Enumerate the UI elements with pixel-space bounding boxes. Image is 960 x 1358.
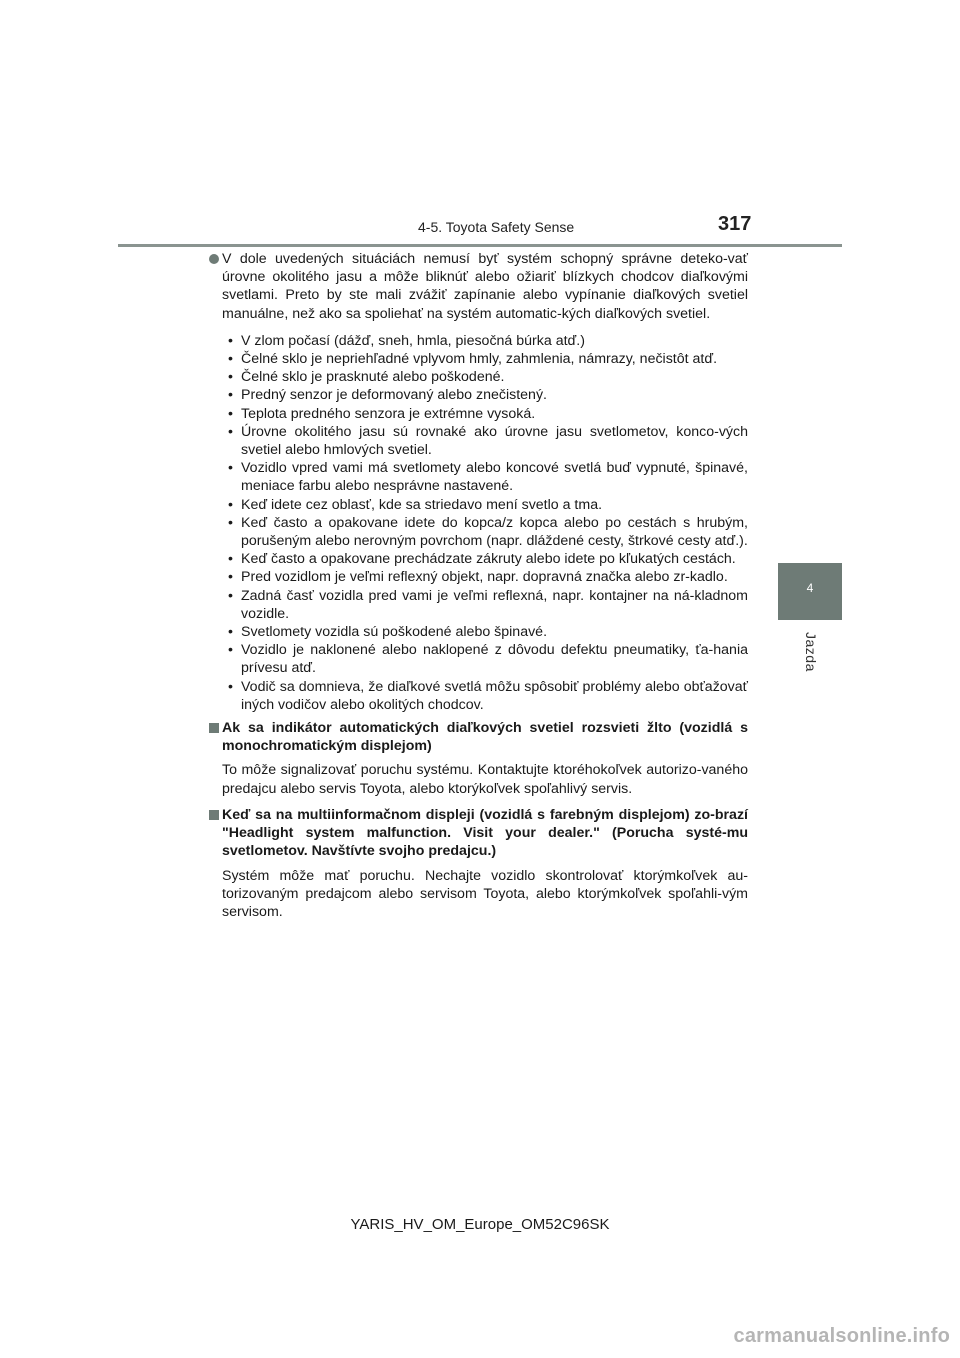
list-item-text: Predný senzor je deformovaný alebo znečistený.: [241, 387, 547, 404]
list-item-text: Úrovne okolitého jasu sú rovnaké ako úrovne jasu svetlometov, konco-vých svetiel alebo hmlových svetiel.: [241, 423, 748, 459]
page-number: 317: [718, 213, 752, 235]
chapter-number: 4: [806, 581, 814, 595]
bullet-icon: •: [228, 569, 233, 586]
circle-bullet-icon: [209, 254, 219, 264]
list-item: [222, 550, 748, 568]
section-indicator-yellow: [222, 719, 748, 798]
list-item: [222, 514, 748, 550]
square-bullet-icon: [209, 810, 219, 820]
list-item: [222, 368, 748, 386]
list-item: [222, 405, 748, 423]
bullet-icon: •: [228, 678, 233, 695]
bullet-icon: •: [228, 496, 233, 513]
list-item-text: Zadná časť vozidla pred vami je veľmi reflexná, napr. kontajner na ná-kladnom vozidle.: [241, 587, 748, 622]
intro-text: V dole uvedených situáciách nemusí byť systém schopný správne deteko-vať úrovne okolitého jasu a môže bliknúť alebo ožiariť blízkych chodcov diaľkovými svetlami. Preto by ste mali zvážiť zapínanie alebo vypínanie diaľkových svetiel manuálne, než ako sa spoliehať na systém automatic-kých diaľkových svetiel.: [222, 251, 748, 322]
list-item: [222, 386, 748, 404]
bullet-icon: •: [228, 387, 233, 404]
square-bullet-icon: [209, 723, 219, 733]
bullet-icon: •: [228, 460, 233, 477]
list-item-text: Keď často a opakovane idete do kopca/z kopca alebo po cestách s hrubým, porušeným alebo nerovným povrchom (napr. dláždené cesty, štrkové cesty atď.).: [241, 514, 748, 550]
bullet-icon: •: [228, 369, 233, 386]
section-heading: Ak sa indikátor automatických diaľkových svetiel rozsvieti žlto (vozidlá s monochromatickým displejom): [222, 720, 748, 755]
watermark-logo: carmanualsonline.info: [733, 1325, 950, 1347]
section-title: 4-5. Toyota Safety Sense: [418, 219, 575, 235]
bullet-icon: •: [228, 624, 233, 641]
bullet-icon: •: [228, 423, 233, 440]
list-item-text: Vodič sa domnieva, že diaľkové svetlá môžu spôsobiť problémy alebo obťažovať iných vodičov alebo okolitých chodcov.: [241, 678, 748, 713]
section-body: To môže signalizovať poruchu systému. Kontaktujte ktoréhokoľvek autorizo-vaného predajcu alebo servis Toyota, alebo ktorýkoľvek spoľahlivý servis.: [222, 762, 748, 797]
list-item: [222, 332, 748, 350]
document-code: YARIS_HV_OM_Europe_OM52C96SK: [350, 1216, 610, 1233]
list-item: [222, 496, 748, 514]
list-item: [222, 678, 748, 714]
chapter-tab[interactable]: [778, 563, 842, 620]
bullet-icon: •: [228, 405, 233, 422]
list-item-text: Čelné sklo je prasknuté alebo poškodené.: [241, 369, 505, 386]
list-item: [222, 623, 748, 641]
list-item-text: Pred vozidlom je veľmi reflexný objekt, napr. dopravná značka alebo zr-kadlo.: [241, 569, 728, 586]
section-display-message: [222, 806, 748, 921]
page-content: [222, 250, 748, 921]
bullet-icon: •: [228, 551, 233, 568]
list-item: [222, 423, 748, 459]
list-item: [222, 350, 748, 368]
list-item: [222, 587, 748, 623]
list-item-text: Keď často a opakovane prechádzate zákruty alebo idete po kľukatých cestách.: [241, 551, 736, 568]
section-heading: Keď sa na multiinformačnom displeji (vozidlá s farebným displejom) zo-brazí "Headlight system malfunction. Visit your dealer." (Porucha systé-mu svetlometov. Navštívte svojho predajcu.): [222, 806, 748, 860]
list-item-text: V zlom počasí (dážď, sneh, hmla, piesočná búrka atď.): [241, 332, 585, 349]
list-item-text: Teplota predného senzora je extrémne vysoká.: [241, 405, 536, 422]
list-item: [222, 568, 748, 586]
intro-paragraph: [222, 250, 748, 323]
bullet-icon: •: [228, 642, 233, 659]
list-item-text: Čelné sklo je nepriehľadné vplyvom hmly, zahmlenia, námrazy, nečistôt atď.: [241, 351, 718, 368]
bullet-icon: •: [228, 514, 233, 531]
list-item-text: Keď idete cez oblasť, kde sa striedavo mení svetlo a tma.: [241, 496, 603, 513]
bullet-icon: •: [228, 351, 233, 368]
list-item: [222, 459, 748, 495]
list-item-text: Vozidlo je naklonené alebo naklopené z dôvodu defektu pneumatiky, ťa-hania prívesu atď.: [241, 642, 748, 677]
header-divider: [118, 244, 842, 247]
list-item-text: Svetlomety vozidla sú poškodené alebo špinavé.: [241, 624, 548, 641]
section-body: Systém môže mať poruchu. Nechajte vozidlo skontrolovať ktorýmkoľvek au-torizovaným predajcom alebo servisom Toyota, alebo ktorýmkoľvek spoľahli-vým servisom.: [222, 867, 748, 920]
bullet-icon: •: [228, 587, 233, 604]
list-item-text: Vozidlo vpred vami má svetlomety alebo koncové svetlá buď vypnuté, špinavé, meniace farbu alebo nesprávne nastavené.: [241, 460, 748, 495]
bullet-icon: •: [228, 332, 233, 349]
chapter-label: Jazda: [803, 632, 819, 672]
situation-list: [222, 332, 748, 714]
list-item: [222, 641, 748, 677]
